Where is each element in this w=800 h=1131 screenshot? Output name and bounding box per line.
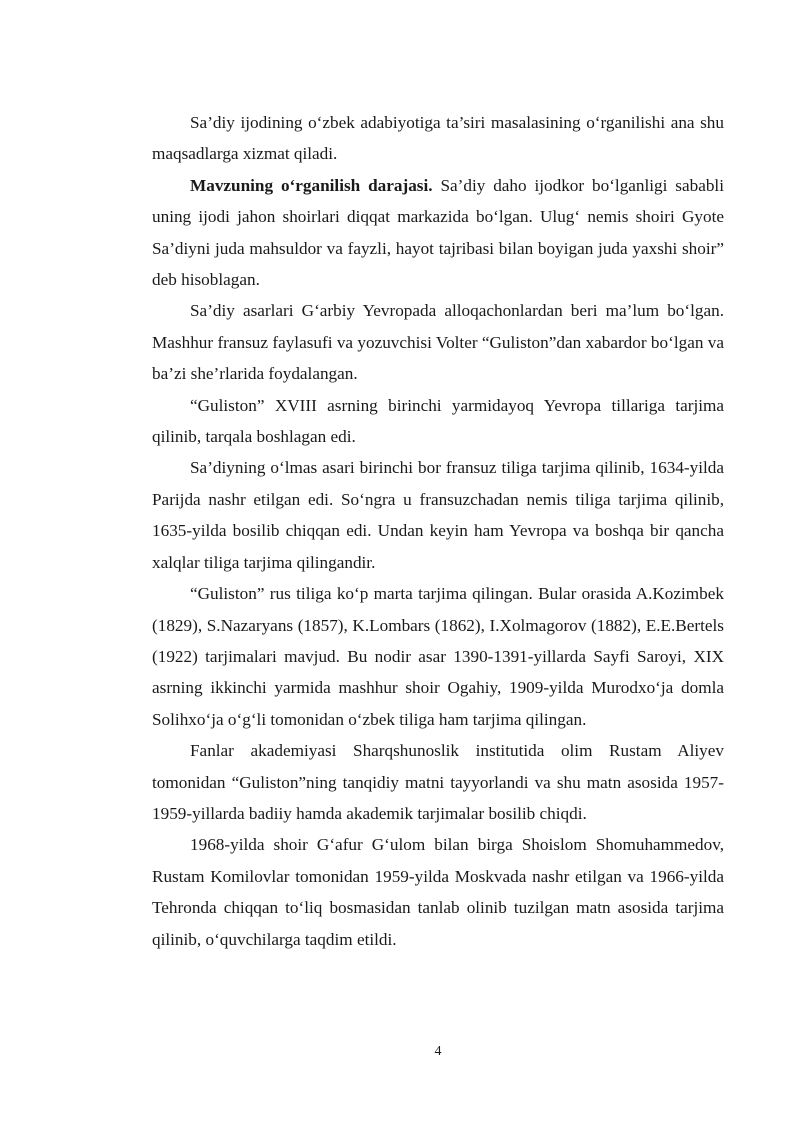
body-text — [152, 107, 724, 955]
paragraph-8-text: 1968-yilda shoir G‘afur G‘ulom bilan birga Shoislom Shomuhammedov, Rustam Komilovlar tomonidan 1959-yilda Moskvada nashr etilgan va 1966-yilda Tehronda chiqqan to‘liq bosmasidan tanlab olinib tuzilgan matn asosida tarjima qilinib, o‘quvchilarga taqdim etildi. — [152, 835, 724, 949]
paragraph-6 — [152, 578, 724, 735]
paragraph-3 — [152, 295, 724, 389]
section-heading: Mavzuning o‘rganilish darajasi. — [190, 175, 433, 195]
paragraph-6-text: “Guliston” rus tiliga ko‘p marta tarjima qilingan. Bular orasida A.Kozimbek (1829), S.Nazaryans (1857), K.Lombars (1862), I.Xolmagorov (1882), E.E.Bertels (1922) tarjimalari mavjud. Bu nodir asar 1390-1391-yillarda Sayfi Saroyi, XIX asrning ikkinchi yarmida mashhur shoir Ogahiy, 1909-yilda Murodxo‘ja domla Solihxo‘ja o‘g‘li tomonidan o‘zbek tiliga ham tarjima qilingan. — [152, 584, 724, 729]
paragraph-5-text: Sa’diyning o‘lmas asari birinchi bor fransuz tiliga tarjima qilinib, 1634-yilda Parijda nashr etilgan edi. So‘ngra u fransuzchadan nemis tiliga tarjima qilinib, 1635-yilda bosilib chiqqan edi. Undan keyin ham Yevropa va boshqa bir qancha xalqlar tiliga tarjima qilingandir. — [152, 458, 724, 572]
paragraph-5 — [152, 452, 724, 578]
paragraph-1-text: Sa’diy ijodining o‘zbek adabiyotiga ta’siri masalasining o‘rganilishi ana shu maqsadlarga xizmat qiladi. — [152, 113, 724, 164]
paragraph-2 — [152, 170, 724, 296]
paragraph-4-text: “Guliston” XVIII asrning birinchi yarmidayoq Yevropa tillariga tarjima qilinib, tarqala boshlagan edi. — [152, 395, 724, 447]
paragraph-2-text: Sa’diy daho ijodkor bo‘lganligi sababli uning ijodi jahon shoirlari diqqat markazida bo‘lgan. Ulug‘ nemis shoiri Gyote Sa’diyni juda mahsuldor va fayzli, hayot tajribasi bilan boyigan juda yaxshi shoir” deb hisoblagan. — [152, 175, 724, 290]
paragraph-3-text: Sa’diy asarlari G‘arbiy Yevropada alloqachonlardan beri ma’lum bo‘lgan. Mashhur fransuz faylasufi va yozuvchisi Volter “Guliston”dan xabardor bo‘lgan va ba’zi she’rlarida foydalangan. — [152, 301, 724, 384]
paragraph-7-text: Fanlar akademiyasi Sharqshunoslik institutida olim Rustam Aliyev tomonidan “Guliston”ning tanqidiy matni tayyorlandi va shu matn asosida 1957-1959-yillarda badiiy hamda akademik tarjimalar bosilib chiqdi. — [152, 741, 724, 823]
paragraph-8 — [152, 829, 724, 955]
page-number: 4 — [434, 1044, 442, 1059]
paragraph-4 — [152, 390, 724, 453]
paragraph-7 — [152, 735, 724, 829]
paragraph-1 — [152, 107, 724, 170]
